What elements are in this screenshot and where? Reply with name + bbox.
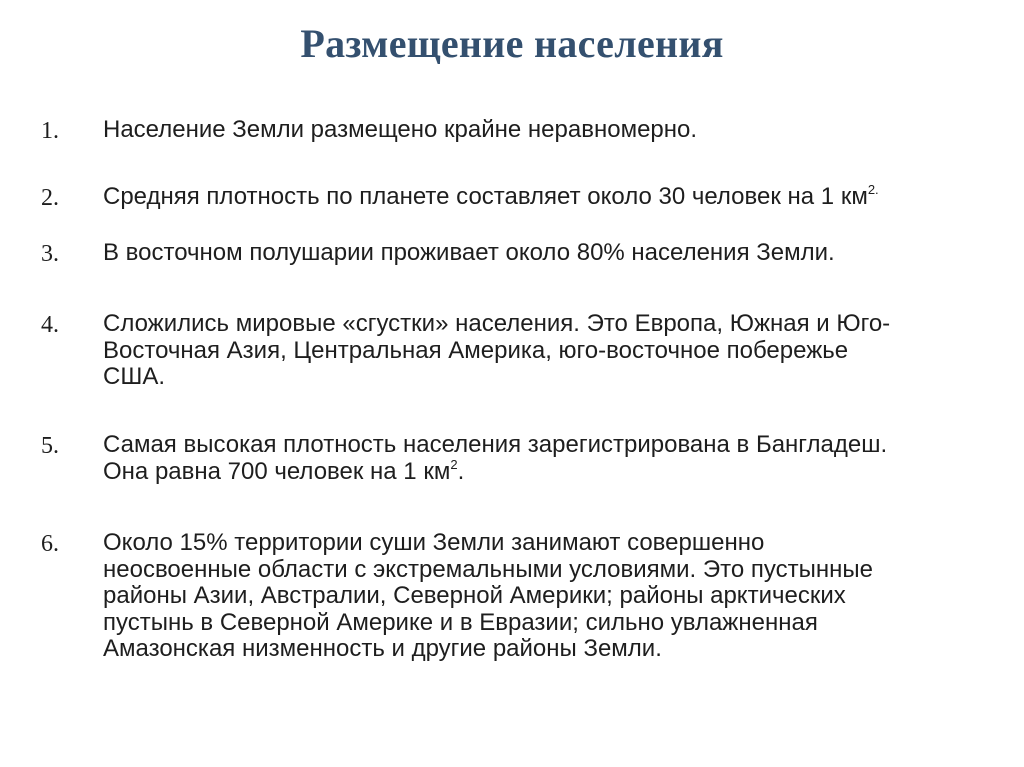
list-item-line: Около 15% территории суши Земли занимают совершенно bbox=[103, 529, 765, 556]
list-item-text bbox=[103, 311, 983, 391]
list-item-line: Средняя плотность по планете составляет около 30 человек на 1 км bbox=[103, 183, 868, 210]
list-item-number: 3. bbox=[41, 241, 59, 267]
list-item-line: Амазонская низменность и другие районы Земли. bbox=[103, 635, 662, 662]
list-item-line: районы Азии, Австралии, Северной Америки; районы арктических bbox=[103, 582, 846, 609]
list-item-number: 6. bbox=[41, 531, 59, 557]
list-item-line: В восточном полушарии проживает около 80% населения Земли. bbox=[103, 239, 835, 266]
list-item-line: Население Земли размещено крайне неравномерно. bbox=[103, 116, 698, 143]
list-item-number: 5. bbox=[41, 433, 59, 459]
list-item-text bbox=[103, 240, 983, 267]
list-item-number: 4. bbox=[41, 312, 59, 338]
list-item-line: неосвоенные области с экстремальными условиями. Это пустынные bbox=[103, 555, 873, 583]
list-item-line: пустынь в Северной Америке и в Евразии; сильно увлажненная bbox=[103, 608, 818, 636]
list-item-number: 2. bbox=[41, 185, 59, 211]
list-item-line: Она равна 700 человек на 1 км bbox=[103, 457, 451, 485]
superscript: 2 bbox=[450, 456, 458, 472]
list-item-line: Самая высокая плотность населения зарегистрирована в Бангладеш. bbox=[103, 431, 888, 458]
list-item-tail: . bbox=[457, 457, 465, 485]
list-item-line: США. bbox=[103, 363, 166, 390]
list-item-text bbox=[103, 530, 983, 663]
list-item-line: Сложились мировые «сгустки» населения. Это Европа, Южная и Юго- bbox=[103, 310, 891, 337]
superscript: 2. bbox=[867, 182, 879, 197]
list-item-text bbox=[103, 432, 983, 485]
list-item-line: Восточная Азия, Центральная Америка, юго-восточное побережье bbox=[103, 336, 849, 364]
list-item-number: 1. bbox=[41, 118, 59, 144]
list-item-text bbox=[103, 117, 983, 144]
slide-title: Размещение населения bbox=[300, 21, 724, 66]
list-item-text bbox=[103, 184, 983, 211]
